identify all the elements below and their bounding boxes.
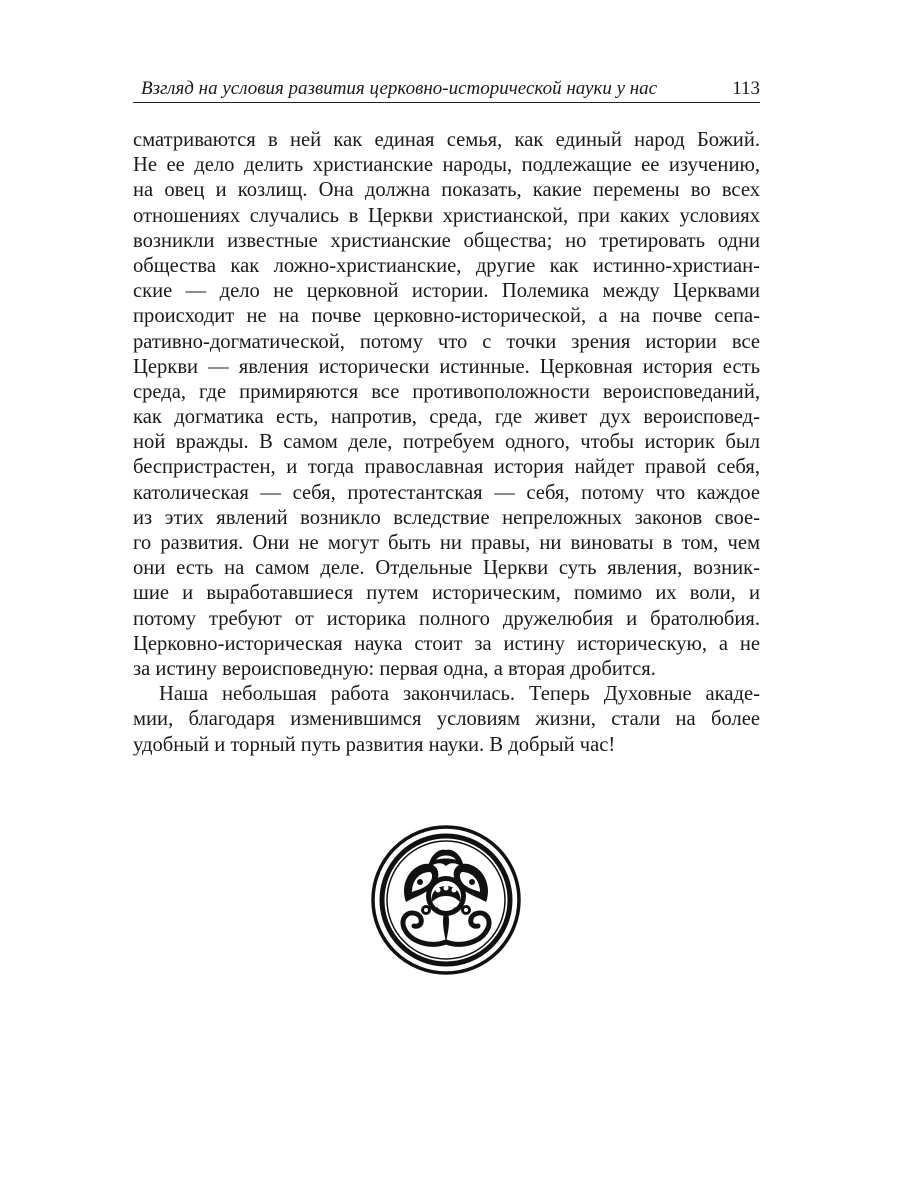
text-line: католическая — себя, протестантская — себя, потому что каждое xyxy=(133,481,760,504)
text-line: среда, где примиряются все противоположности вероисповеданий, xyxy=(133,380,760,403)
text-line: происходит не на почве церковно-исторической, а на почве сепа- xyxy=(133,305,760,328)
paragraph xyxy=(133,128,760,682)
running-head xyxy=(133,76,760,103)
text-line: мии, благодаря изменившимся условиям жизни, стали на более xyxy=(133,708,760,731)
text-line: беспристрастен, и тогда православная история найдет правой себя, xyxy=(133,456,760,479)
text-line: из этих явлений возникло вследствие непреложных законов свое- xyxy=(133,506,760,529)
text-line: они есть на самом деле. Отдельные Церкви суть явления, возник- xyxy=(133,557,760,580)
text-line: удобный и торный путь развития науки. В добрый час! xyxy=(133,733,616,756)
text-line: общества как ложно-христианские, другие как истинно-христиан- xyxy=(133,254,760,277)
text-line: Наша небольшая работа закончилась. Теперь Духовные акаде- xyxy=(159,683,760,706)
text-line: сматриваются в ней как единая семья, как единый народ Божий. xyxy=(133,129,760,151)
text-line: Церковно-историческая наука стоит за истину историческую, а не xyxy=(133,632,760,655)
page-number: 113 xyxy=(732,78,760,99)
text-line: го развития. Они не могут быть ни правы, ни виноваты в том, чем xyxy=(133,532,760,554)
text-line: шие и выработавшиеся путем историческим, помимо их воли, и xyxy=(133,582,760,605)
text-line: за истину вероисповедную: первая одна, а вторая дробится. xyxy=(133,657,656,680)
floral-roundel-icon xyxy=(370,824,522,976)
text-line: как догматика есть, напротив, среда, где живет дух вероисповед- xyxy=(133,406,760,429)
text-line: на овец и козлищ. Она должна показать, какие перемены во всех xyxy=(133,179,760,202)
text-line: отношениях случались в Церкви христианской, при каких условиях xyxy=(133,204,760,227)
text-line: ские — дело не церковной истории. Полемика между Церквами xyxy=(133,280,760,303)
running-head-title: Взгляд на условия развития церковно-исторической науки у нас xyxy=(141,78,658,99)
text-line: потому требуют от историка полного дружелюбия и братолюбия. xyxy=(133,607,760,630)
text-line: ративно-догматической, потому что с точки зрения истории все xyxy=(133,330,760,353)
text-line: Церкви — явления исторически истинные. Церковная история есть xyxy=(133,355,760,378)
text-line: Не ее дело делить христианские народы, подлежащие ее изучению, xyxy=(133,154,760,177)
text-line: возникли известные христианские общества; но третировать одни xyxy=(133,229,760,252)
body-text xyxy=(133,128,760,758)
paragraph xyxy=(133,682,760,758)
text-line: ной вражды. В самом деле, потребуем одного, чтобы историк был xyxy=(133,431,760,454)
